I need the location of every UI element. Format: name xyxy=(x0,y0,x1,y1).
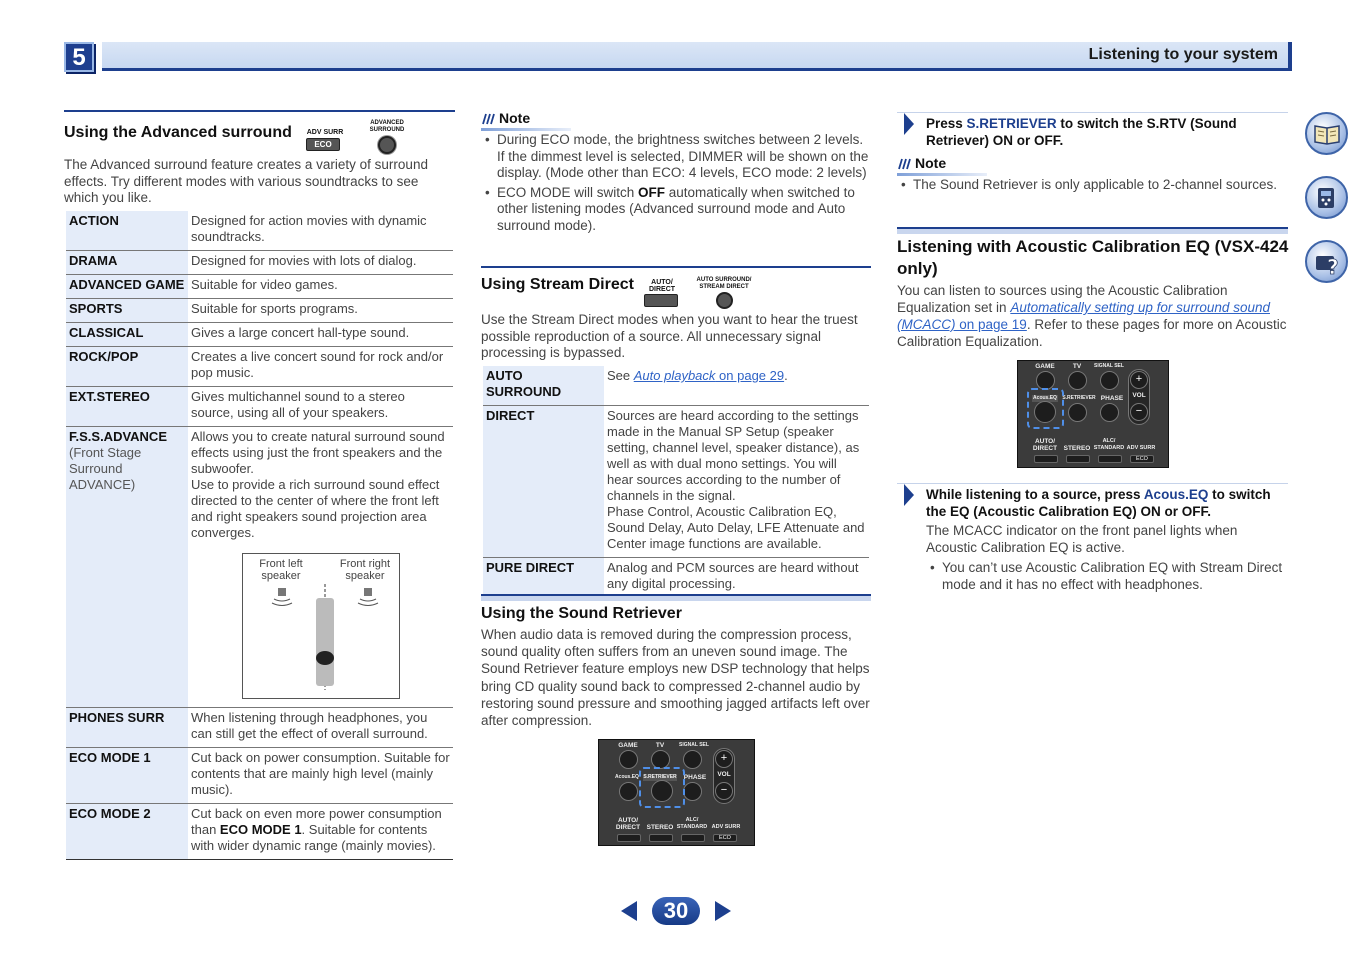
previous-page-arrow[interactable] xyxy=(621,901,637,921)
auto-playback-link[interactable] xyxy=(634,368,784,383)
retriever-body: When audio data is removed during the compression process, sound quality often suffers from an uneven sound image. The Sound Retriever feature employs new DSP technology that helps bring CD quality sound back to compressed 2-channel audio by restoring sound pressure and smoothing jagged artifacts left over after compression. xyxy=(481,627,870,729)
table-row xyxy=(483,406,869,558)
remote-sretriever-label: S.RETRIEVER xyxy=(1062,395,1096,401)
stereo-button[interactable] xyxy=(1066,455,1090,463)
remote-acous-label: Acous.EQ xyxy=(1033,395,1057,401)
page-number: 30 xyxy=(652,897,700,925)
mode-key: ECO MODE 1 xyxy=(66,748,188,804)
link-text-rest: on page 19 xyxy=(955,317,1027,332)
mode-desc xyxy=(604,406,869,558)
mode-key xyxy=(66,427,188,708)
table-row xyxy=(66,251,453,275)
step-highlight: S.RETRIEVER xyxy=(966,116,1057,131)
remote-auto-label: AUTO/ DIRECT xyxy=(1032,438,1058,452)
acoustic-step-body: The MCACC indicator on the front panel lights when Acoustic Calibration EQ is active. xyxy=(926,523,1238,555)
auto-direct-button[interactable] xyxy=(617,834,641,842)
adv-surr-button[interactable]: ECO xyxy=(1130,455,1154,463)
mode-key: ADVANCED GAME xyxy=(66,275,188,299)
highlight-box xyxy=(639,767,685,808)
remote-phase-label: PHASE xyxy=(1100,395,1124,402)
mode-key: ROCK/POP xyxy=(66,347,188,387)
stereo-button[interactable] xyxy=(649,834,673,842)
stream-heading: Using Stream Direct xyxy=(481,276,634,293)
mode-desc xyxy=(188,804,453,860)
advanced-surround-button-figure xyxy=(366,120,408,154)
mode-key: PURE DIRECT xyxy=(483,558,604,598)
advanced-mode-table xyxy=(66,211,453,860)
step-arrow-icon xyxy=(904,113,914,135)
mode-desc xyxy=(604,366,869,406)
mode-desc: Cut back on power consumption. Suitable for contents that are mainly high level (mainly music). xyxy=(188,748,453,804)
remote-icon[interactable] xyxy=(1305,176,1348,219)
step-text: While listening to a source, press xyxy=(926,487,1144,502)
note-bold: OFF xyxy=(638,184,666,200)
fss-desc-1: Allows you to create natural surround sound effects using just the front speakers and the subwoofer. xyxy=(191,429,445,476)
round-button-icon xyxy=(716,292,733,309)
table-row xyxy=(66,211,453,251)
volume-up-button[interactable]: + xyxy=(715,750,733,768)
auto-direct-button-figure xyxy=(644,279,680,307)
step-highlight: Acous.EQ xyxy=(1143,487,1209,502)
volume-up-button[interactable]: + xyxy=(1130,371,1148,389)
mode-key: ECO MODE 2 xyxy=(66,804,188,860)
table-row xyxy=(66,275,453,299)
mode-key: PHONES SURR xyxy=(66,708,188,748)
section-rule-light xyxy=(897,112,1288,113)
remote-vol-label: VOL xyxy=(717,771,731,778)
next-page-arrow[interactable] xyxy=(715,901,731,921)
acous-eq-button[interactable] xyxy=(619,782,638,801)
round-button-icon xyxy=(378,136,396,154)
mode-desc: Suitable for video games. xyxy=(188,275,453,299)
section-rule xyxy=(481,594,871,601)
left-speaker-icon xyxy=(271,588,293,608)
remote-phase-label: PHASE xyxy=(683,774,707,781)
remote-vol-label: VOL xyxy=(1132,392,1146,399)
note-pencil-icon xyxy=(897,157,912,170)
stream-mode-table xyxy=(483,366,869,598)
game-button[interactable] xyxy=(619,750,638,769)
eco2-bold: ECO MODE 1 xyxy=(219,822,302,837)
remote-figure-acous-eq xyxy=(1017,360,1169,468)
volume-down-button[interactable]: − xyxy=(1130,403,1148,421)
auto-direct-button-icon xyxy=(644,294,678,307)
table-row xyxy=(483,558,869,598)
mode-key: SPORTS xyxy=(66,299,188,323)
table-row xyxy=(66,804,453,860)
phase-button[interactable] xyxy=(1100,403,1119,422)
section-rule xyxy=(897,227,1288,234)
note-underline xyxy=(897,173,987,176)
section-rule xyxy=(64,110,455,112)
remote-stereo-label: STEREO xyxy=(1063,445,1091,452)
book-icon-glyph xyxy=(1313,120,1341,148)
fss-desc-2: Use to provide a rich surround sound effect directed to the center of where the front left and right speakers sound projection area converges. xyxy=(191,477,440,540)
link-text: Auto playback xyxy=(633,368,716,383)
sound-projection-icon xyxy=(313,584,337,690)
auto-direct-label: AUTO/ DIRECT xyxy=(648,279,676,293)
direct-desc-1: Sources are heard according to the settings made in the Manual SP Setup (speaker setting, channel level, speaker distance), as well as with dual mono settings. You will hear sources according to the number of channels in the signal. xyxy=(607,408,860,503)
eco2-text-post: . Suitable for contents with wider dynamic range (mainly movies). xyxy=(191,822,436,853)
note-block-2 xyxy=(897,155,987,176)
list-item: • During ECO mode, the brightness switches between 2 levels. If the dimmest level is selected, DIMMER will be shown on the display. (Mode other than ECO: 4 levels, ECO mode: 2 levels) xyxy=(481,132,873,182)
help-icon[interactable] xyxy=(1305,240,1348,283)
adv-surr-button[interactable]: ECO xyxy=(713,834,737,842)
advanced-intro: The Advanced surround feature creates a variety of surround effects. Try different modes with various soundtracks to see which you like. xyxy=(64,157,428,205)
list-item: • The Sound Retriever is only applicable to 2-channel sources. xyxy=(897,177,1287,194)
mode-key: ACTION xyxy=(66,211,188,251)
remote-signal-label: SIGNAL SEL xyxy=(679,742,709,748)
mode-desc: Analog and PCM sources are heard without any digital processing. xyxy=(604,558,869,598)
table-row xyxy=(66,748,453,804)
acoustic-body xyxy=(897,282,1289,350)
mode-desc: Designed for action movies with dynamic soundtracks. xyxy=(188,211,453,251)
eco2-text: Cut back on even more power consumption than xyxy=(191,806,442,837)
acoustic-bullets xyxy=(926,559,1286,596)
remote-figure-sretriever xyxy=(598,739,755,846)
signal-sel-button[interactable] xyxy=(683,750,702,769)
remote-auto-label: AUTO/ DIRECT xyxy=(615,817,641,831)
note-list-2 xyxy=(897,177,1287,197)
eco-button-icon: ECO xyxy=(306,138,340,151)
section-rule xyxy=(481,266,871,268)
phase-button[interactable] xyxy=(683,782,702,801)
acoustic-step xyxy=(926,486,1288,520)
remote-alc-label: ALC/ STANDARD xyxy=(676,817,708,830)
list-item: • You can’t use Acoustic Calibration EQ with Stream Direct mode and it has no effect with headphones. xyxy=(926,559,1286,593)
volume-down-button[interactable]: − xyxy=(715,782,733,800)
mode-desc: When listening through headphones, you can still get the effect of overall surround. xyxy=(188,708,453,748)
right-speaker-icon xyxy=(357,588,379,608)
s-retriever-button[interactable] xyxy=(1068,403,1087,422)
highlight-box xyxy=(1027,388,1064,429)
mode-desc: Gives a large concert hall-type sound. xyxy=(188,323,453,347)
adv-surr-button-figure xyxy=(306,130,344,151)
header-bar xyxy=(102,42,1292,71)
front-right-label: Front right speaker xyxy=(339,558,391,582)
table-row xyxy=(66,387,453,427)
fss-subtitle: (Front Stage Surround ADVANCE) xyxy=(69,445,142,492)
help-icon-glyph xyxy=(1313,248,1341,276)
table-row xyxy=(66,323,453,347)
svg-text:?: ? xyxy=(1327,255,1339,276)
alc-standard-button[interactable] xyxy=(681,834,705,842)
mode-key: CLASSICAL xyxy=(66,323,188,347)
chapter-number: 5 xyxy=(64,42,94,72)
advanced-surround-label: ADVANCED SURROUND xyxy=(369,120,405,133)
mode-key: AUTO SURROUND xyxy=(483,366,604,406)
mode-desc: Creates a live concert sound for rock and/or pop music. xyxy=(188,347,453,387)
remote-signal-label: SIGNAL SEL xyxy=(1094,363,1124,369)
note-list-1 xyxy=(481,132,873,237)
fss-key: F.S.S.ADVANCE xyxy=(69,429,167,444)
note-heading: Note xyxy=(499,110,531,126)
mode-desc: Designed for movies with lots of dialog. xyxy=(188,251,453,275)
remote-game-label: GAME xyxy=(1035,363,1055,370)
step-arrow-icon xyxy=(904,484,914,506)
acoustic-text-post: . Refer to these pages for more on Acoustic Calibration Equalization. xyxy=(897,317,1287,349)
book-icon[interactable] xyxy=(1305,112,1348,155)
step-text: Press xyxy=(926,116,967,131)
auto-direct-button[interactable] xyxy=(1034,455,1058,463)
remote-icon-glyph xyxy=(1313,184,1341,212)
stream-intro: Use the Stream Direct modes when you want to hear the truest possible reproduction of a source. All unnecessary signal processing is bypassed. xyxy=(481,312,858,360)
stream-direct-button-figure xyxy=(694,277,754,309)
fss-speaker-figure xyxy=(242,553,400,699)
mode-key: EXT.STEREO xyxy=(66,387,188,427)
alc-standard-button[interactable] xyxy=(1098,455,1122,463)
signal-sel-button[interactable] xyxy=(1100,371,1119,390)
table-row xyxy=(66,427,453,708)
section-rule-light xyxy=(897,483,1288,484)
list-item xyxy=(481,185,873,235)
front-left-label: Front left speaker xyxy=(259,558,303,582)
note-block-1 xyxy=(481,110,571,131)
mode-key: DIRECT xyxy=(483,406,604,558)
note-underline xyxy=(481,128,571,131)
remote-adv-label: ADV SURR xyxy=(711,824,741,830)
acoustic-text: You can listen to sources using the Acoustic Calibration Equalization set in xyxy=(897,283,1228,315)
table-row xyxy=(483,366,869,406)
table-row xyxy=(66,708,453,748)
acoustic-heading: Listening with Acoustic Calibration EQ (VSX-424 only) xyxy=(897,237,1289,278)
remote-acous-label: Acous.EQ xyxy=(615,774,639,780)
page-title: Listening to your system xyxy=(1088,46,1278,63)
remote-tv-label: TV xyxy=(655,742,665,749)
advanced-heading: Using the Advanced surround xyxy=(64,124,292,141)
mode-desc: Gives multichannel sound to a stereo source, using all of your speakers. xyxy=(188,387,453,427)
mode-key: DRAMA xyxy=(66,251,188,275)
remote-game-label: GAME xyxy=(618,742,638,749)
link-text-rest: on page 29 xyxy=(715,368,785,383)
direct-desc-2: Phase Control, Acoustic Calibration EQ, Sound Delay, Auto Delay, LFE Attenuate and Center image functions are available. xyxy=(607,504,865,551)
step-text-post: to switch the S.RTV (Sound Retriever) ON or OFF. xyxy=(926,116,1237,148)
note-text-post: automatically when switched to other listening modes (Advanced surround mode and Auto surround mode). xyxy=(497,184,855,233)
note-heading: Note xyxy=(915,155,947,171)
adv-surr-label: ADV SURR xyxy=(306,129,344,136)
remote-adv-label: ADV SURR xyxy=(1126,445,1156,451)
table-row xyxy=(66,299,453,323)
remote-tv-label: TV xyxy=(1072,363,1082,370)
mode-desc xyxy=(188,427,453,708)
link-text: Automatically setting up for surround sound (MCACC) xyxy=(897,300,1270,332)
retriever-step xyxy=(926,115,1288,149)
remote-sretriever-label: S.RETRIEVER xyxy=(643,774,677,780)
auto-see-text: See xyxy=(607,368,634,383)
retriever-heading: Using the Sound Retriever xyxy=(481,605,682,622)
note-text: ECO MODE will switch xyxy=(497,184,639,200)
remote-alc-label: ALC/ STANDARD xyxy=(1093,438,1125,451)
step-text-post: to switch the EQ (Acoustic Calibration EQ) ON or OFF. xyxy=(926,487,1271,519)
stream-direct-label: AUTO SURROUND/ STREAM DIRECT xyxy=(696,277,752,290)
note-pencil-icon xyxy=(481,112,496,125)
remote-stereo-label: STEREO xyxy=(646,824,674,831)
tv-button[interactable] xyxy=(1068,371,1087,390)
table-row xyxy=(66,347,453,387)
mode-desc: Suitable for sports programs. xyxy=(188,299,453,323)
auto-post-text: . xyxy=(784,368,788,383)
